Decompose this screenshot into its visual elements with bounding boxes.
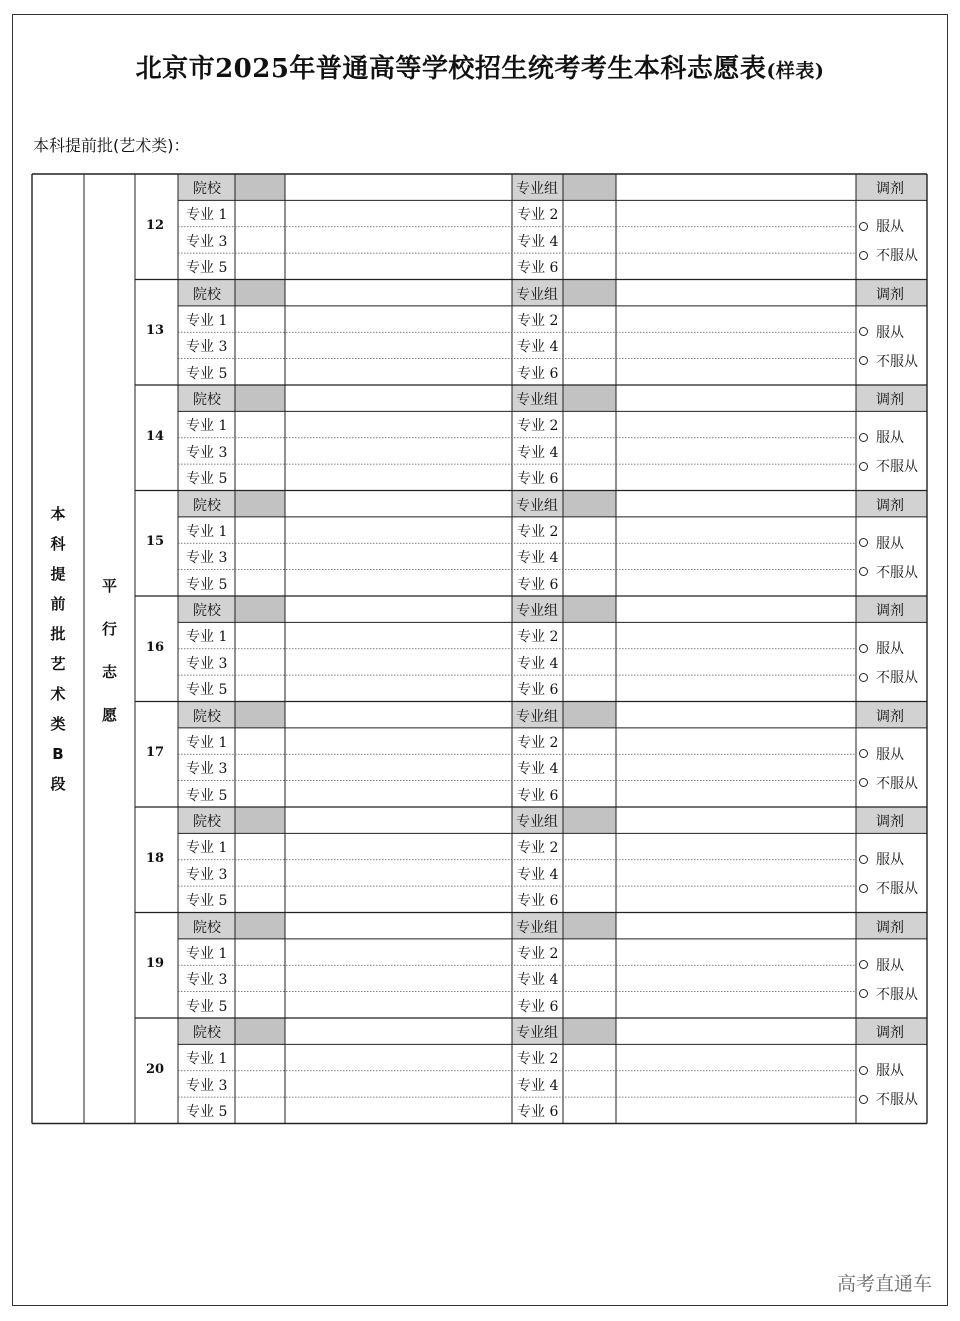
adjust-option-label: 不服从: [876, 248, 918, 264]
major-group-header: 专业组: [516, 286, 558, 303]
major-label: 专业 2: [517, 207, 559, 224]
adjust-option-label: 不服从: [876, 775, 918, 792]
major-label: 专业 6: [517, 787, 559, 804]
volunteer-number: 18: [145, 850, 165, 866]
major-label: 专业 6: [517, 682, 559, 699]
volunteer-number: 20: [145, 1061, 165, 1077]
category-char: 艺: [50, 654, 66, 673]
header-shade-school-code: [235, 596, 285, 622]
major-label: 专业 4: [517, 550, 559, 567]
radio-circle-icon[interactable]: [859, 1095, 868, 1104]
radio-circle-icon[interactable]: [859, 433, 868, 442]
radio-circle-icon[interactable]: [859, 251, 868, 260]
radio-circle-icon[interactable]: [859, 356, 868, 365]
major-label: 专业 5: [186, 260, 228, 277]
adjust-option-label: 服从: [876, 219, 904, 235]
major-label: 专业 5: [186, 998, 228, 1015]
major-label: 专业 3: [186, 866, 228, 883]
adjust-header: 调剂: [876, 286, 904, 303]
major-label: 专业 4: [517, 761, 559, 778]
batch-label: 本科提前批(艺术类)：: [33, 136, 190, 155]
header-shade-group-code: [563, 174, 616, 200]
radio-circle-icon[interactable]: [859, 749, 868, 758]
header-shade-school-code: [235, 1018, 285, 1044]
header-shade-group-code: [563, 1018, 616, 1044]
adjust-option-label: 不服从: [876, 881, 918, 897]
category-char: B: [52, 744, 64, 763]
school-header: 院校: [193, 1025, 221, 1041]
major-label: 专业 5: [186, 576, 228, 593]
header-shade-school-code: [235, 702, 285, 728]
major-label: 专业 2: [517, 312, 559, 329]
volunteer-number: 16: [145, 639, 165, 655]
adjust-option-label: 服从: [876, 1063, 904, 1079]
major-label: 专业 4: [517, 866, 559, 883]
adjust-decline-option[interactable]: [859, 984, 918, 1004]
major-label: 专业 4: [517, 1077, 559, 1094]
major-label: 专业 1: [186, 523, 228, 540]
radio-circle-icon[interactable]: [859, 989, 868, 998]
adjust-accept-option[interactable]: [859, 744, 904, 764]
header-shade-group-code: [563, 913, 616, 939]
adjust-header: 调剂: [876, 392, 904, 408]
major-label: 专业 3: [186, 339, 228, 356]
adjust-option-label: 不服从: [876, 459, 918, 475]
major-label: 专业 4: [517, 972, 559, 989]
school-header: 院校: [193, 814, 221, 830]
adjust-header: 调剂: [876, 919, 904, 936]
major-label: 专业 1: [186, 734, 228, 751]
category-char: 科: [50, 534, 66, 553]
school-header: 院校: [193, 392, 221, 408]
radio-circle-icon[interactable]: [859, 778, 868, 787]
radio-circle-icon[interactable]: [859, 960, 868, 969]
category-char: 前: [50, 594, 66, 613]
major-label: 专业 3: [186, 972, 228, 989]
header-shade-school-code: [235, 807, 285, 833]
category-char: 段: [50, 774, 66, 793]
adjust-option-label: 不服从: [876, 564, 918, 581]
adjust-accept-option[interactable]: [859, 849, 904, 869]
header-shade-group-code: [563, 596, 616, 622]
adjust-accept-option[interactable]: [859, 322, 904, 342]
adjust-option-label: 不服从: [876, 670, 918, 686]
header-shade-group-code: [563, 491, 616, 517]
radio-circle-icon[interactable]: [859, 567, 868, 576]
adjust-accept-option[interactable]: [859, 1060, 904, 1080]
header-shade-group-code: [563, 280, 616, 306]
major-label: 专业 1: [186, 312, 228, 329]
watermark: 高考直通车: [836, 1273, 932, 1295]
major-label: 专业 6: [517, 1104, 559, 1121]
type-char: 志: [101, 662, 117, 681]
major-label: 专业 2: [517, 418, 559, 435]
radio-circle-icon[interactable]: [859, 462, 868, 471]
major-group-header: 专业组: [516, 1025, 558, 1041]
radio-circle-icon[interactable]: [859, 644, 868, 653]
school-header: 院校: [193, 708, 221, 725]
school-header: 院校: [193, 286, 221, 303]
major-label: 专业 1: [186, 629, 228, 646]
major-label: 专业 2: [517, 945, 559, 962]
major-group-header: 专业组: [516, 814, 558, 830]
radio-circle-icon[interactable]: [859, 327, 868, 336]
major-label: 专业 5: [186, 682, 228, 699]
category-char: 批: [50, 624, 66, 643]
major-group-header: 专业组: [516, 919, 558, 936]
adjust-option-label: 服从: [876, 957, 904, 974]
header-shade-school-code: [235, 280, 285, 306]
major-group-header: 专业组: [516, 603, 558, 619]
form-title-main: 北京市2025年普通高等学校招生统考考生本科志愿表: [135, 54, 767, 84]
school-header: 院校: [193, 181, 221, 197]
major-label: 专业 5: [186, 893, 228, 910]
header-shade-group-code: [563, 385, 616, 411]
volunteer-number: 13: [145, 323, 165, 339]
adjust-option-label: 不服从: [876, 353, 918, 370]
adjust-decline-option[interactable]: [859, 773, 918, 793]
volunteer-number: 14: [145, 428, 165, 444]
volunteer-number: 17: [145, 745, 165, 761]
school-header: 院校: [193, 919, 221, 936]
header-shade-group-code: [563, 807, 616, 833]
major-label: 专业 4: [517, 233, 559, 250]
school-header: 院校: [193, 497, 221, 514]
adjust-accept-option[interactable]: [859, 955, 904, 975]
major-label: 专业 3: [186, 233, 228, 250]
radio-circle-icon[interactable]: [859, 855, 868, 864]
major-label: 专业 6: [517, 260, 559, 277]
major-label: 专业 2: [517, 734, 559, 751]
major-label: 专业 6: [517, 893, 559, 910]
adjust-header: 调剂: [876, 1025, 904, 1041]
header-shade-school-code: [235, 385, 285, 411]
adjust-decline-option[interactable]: [859, 351, 918, 371]
adjust-option-label: 服从: [876, 535, 904, 552]
adjust-accept-option[interactable]: [859, 638, 904, 658]
adjust-decline-option[interactable]: [859, 456, 918, 476]
major-label: 专业 3: [186, 1077, 228, 1094]
adjust-header: 调剂: [876, 603, 904, 619]
major-label: 专业 5: [186, 365, 228, 382]
adjust-option-label: 服从: [876, 324, 904, 341]
major-label: 专业 2: [517, 840, 559, 857]
header-shade-school-code: [235, 913, 285, 939]
adjust-option-label: 服从: [876, 746, 904, 763]
major-label: 专业 1: [186, 840, 228, 857]
adjust-decline-option[interactable]: [859, 878, 918, 898]
major-group-header: 专业组: [516, 708, 558, 725]
radio-circle-icon[interactable]: [859, 222, 868, 231]
major-label: 专业 6: [517, 576, 559, 593]
major-label: 专业 2: [517, 1051, 559, 1068]
major-label: 专业 2: [517, 523, 559, 540]
major-group-header: 专业组: [516, 497, 558, 514]
adjust-accept-option[interactable]: [859, 216, 904, 236]
major-label: 专业 5: [186, 471, 228, 488]
major-label: 专业 3: [186, 444, 228, 461]
major-label: 专业 4: [517, 339, 559, 356]
major-label: 专业 3: [186, 655, 228, 672]
major-label: 专业 1: [186, 1051, 228, 1068]
major-label: 专业 6: [517, 998, 559, 1015]
header-shade-school-code: [235, 174, 285, 200]
major-label: 专业 1: [186, 945, 228, 962]
volunteer-number: 19: [145, 956, 165, 972]
radio-circle-icon[interactable]: [859, 673, 868, 682]
radio-circle-icon[interactable]: [859, 884, 868, 893]
adjust-decline-option[interactable]: [859, 1089, 918, 1109]
adjust-accept-option[interactable]: [859, 533, 904, 553]
adjust-option-label: 不服从: [876, 986, 918, 1003]
major-label: 专业 4: [517, 655, 559, 672]
adjust-header: 调剂: [876, 814, 904, 830]
header-shade-school-code: [235, 491, 285, 517]
type-char: 愿: [101, 705, 117, 724]
radio-circle-icon[interactable]: [859, 538, 868, 547]
category-char: 类: [50, 714, 66, 733]
volunteer-number: 12: [145, 217, 165, 233]
volunteer-type-label: [84, 565, 135, 737]
category-char: 提: [50, 564, 66, 583]
batch-category-label: [32, 499, 84, 799]
type-char: 行: [101, 619, 117, 638]
header-shade-group-code: [563, 702, 616, 728]
adjust-option-label: 服从: [876, 430, 904, 446]
major-label: 专业 1: [186, 207, 228, 224]
adjust-header: 调剂: [876, 708, 904, 725]
category-char: 本: [50, 504, 66, 523]
category-char: 术: [50, 684, 66, 703]
major-label: 专业 4: [517, 444, 559, 461]
volunteer-number: 15: [145, 534, 165, 550]
adjust-decline-option[interactable]: [859, 667, 918, 687]
adjust-header: 调剂: [876, 181, 904, 197]
major-label: 专业 6: [517, 471, 559, 488]
adjust-decline-option[interactable]: [859, 245, 918, 265]
major-label: 专业 6: [517, 365, 559, 382]
major-label: 专业 1: [186, 418, 228, 435]
radio-circle-icon[interactable]: [859, 1066, 868, 1075]
school-header: 院校: [193, 603, 221, 619]
major-label: 专业 2: [517, 629, 559, 646]
adjust-option-label: 服从: [876, 852, 904, 868]
adjust-accept-option[interactable]: [859, 427, 904, 447]
major-label: 专业 3: [186, 550, 228, 567]
type-char: 平: [101, 576, 117, 595]
major-label: 专业 5: [186, 787, 228, 804]
adjust-decline-option[interactable]: [859, 562, 918, 582]
major-label: 专业 3: [186, 761, 228, 778]
major-group-header: 专业组: [516, 392, 558, 408]
adjust-option-label: 服从: [876, 641, 904, 657]
adjust-option-label: 不服从: [876, 1092, 918, 1108]
major-label: 专业 5: [186, 1104, 228, 1121]
adjust-header: 调剂: [876, 497, 904, 514]
form-title-suffix: (样表): [766, 60, 825, 82]
major-group-header: 专业组: [516, 181, 558, 197]
